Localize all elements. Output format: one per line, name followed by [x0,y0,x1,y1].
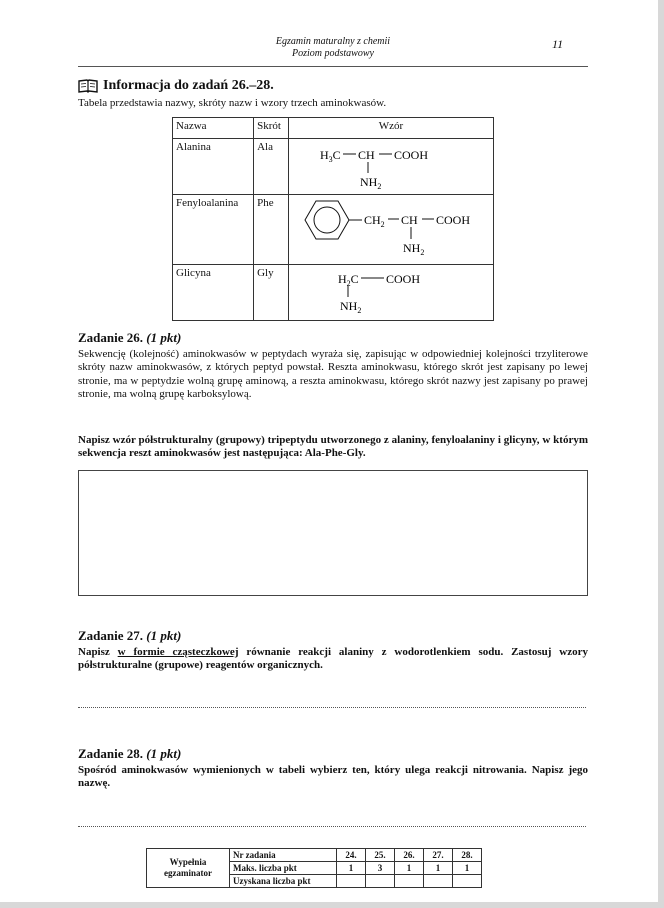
score-max-points: 3 [366,862,395,875]
score-obtained-cell[interactable] [395,875,424,888]
table-row [173,195,494,265]
task27-answer-line[interactable] [78,707,586,708]
score-task-number: 28. [453,849,482,862]
task28-points: (1 pkt) [146,746,182,761]
score-task-number: 26. [395,849,424,862]
score-row-label: Uzyskana liczba pkt [230,875,337,888]
score-obtained-cell[interactable] [453,875,482,888]
score-max-points: 1 [453,862,482,875]
ala-amino-group: $NH_2$ [360,175,382,191]
task27-heading [78,628,181,644]
header-abbr: Skrót [254,118,289,139]
info-intro: Tabela przedstawia nazwy, skróty nazw i wzory trzech aminokwasów. [78,97,387,109]
phe-group-c: COOH [436,213,471,227]
score-row-tasks [147,849,482,862]
score-row-label: Nr zadania [230,849,337,862]
score-max-points: 1 [395,862,424,875]
task26-points: (1 pkt) [146,330,182,345]
score-task-number: 24. [337,849,366,862]
task27-points: (1 pkt) [146,628,182,643]
benzene-ring-icon [305,201,349,239]
score-obtained-cell[interactable] [424,875,453,888]
header-divider [78,66,588,67]
task27-instr-underlined: w formie cząsteczkowej [117,646,239,658]
cell-abbr: Gly [254,265,289,321]
task28-heading [78,746,181,762]
table-header-row [173,118,494,139]
task27-title: Zadanie 27. [78,628,144,643]
task26-body: Sekwencję (kolejność) aminokwasów w peptydach wyraża się, zapisując w odpowiedniej kolejności trzyliterowe skróty nazw aminokwasów, z których peptyd powstał. Reszta aminokwasu, którego skrót jest zapisany po lewej stronie, ma w peptydzie wolną grupę aminową, a reszta aminokwasu, którego skrót nazwy jest zapisany po prawej stronie, ma wolną grupę karboksylową. [78,348,588,401]
task27-instr-b: równanie reakcji alaniny z wodorotlenkiem sodu. Zastosuj wzory półstrukturalne (grupowe) reagentów organicznych. [78,646,589,672]
phenylalanine-formula [289,195,494,265]
score-max-points: 1 [337,862,366,875]
phe-group-b: CH [401,213,418,227]
score-obtained-cell[interactable] [337,875,366,888]
task28-answer-line[interactable] [78,826,586,827]
gly-group-c: COOH [386,272,421,286]
score-obtained-cell[interactable] [366,875,395,888]
header-exam-name: Egzamin maturalny z chemii [275,36,391,47]
task28-instruction: Spośród aminokwasów wymienionych w tabeli wybierz ten, który ulega reakcji nitrowania. Napisz jego nazwę. [78,764,588,790]
ala-group-a: $H_3C$ [320,148,341,164]
ala-group-c: COOH [394,148,429,162]
score-task-number: 25. [366,849,395,862]
cell-abbr: Phe [254,195,289,265]
table-row [173,265,494,321]
header-formula: Wzór [289,118,494,139]
cell-name: Alanina [173,139,254,195]
task28-title: Zadanie 28. [78,746,144,761]
task26-instruction: Napisz wzór półstrukturalny (grupowy) tripeptydu utworzonego z alaniny, fenyloalaniny i glicyny, w którym sekwencja reszt aminokwasów jest następująca: Ala-Phe-Gly. [78,434,588,460]
cell-name: Fenyloalanina [173,195,254,265]
score-max-points: 1 [424,862,453,875]
gly-group-a: $H_2C$ [338,272,359,288]
task27-instr-a: Napisz [78,646,118,658]
score-table [146,848,482,888]
score-row-label: Maks. liczba pkt [230,862,337,875]
task26-heading [78,330,181,346]
table-row [173,139,494,195]
cell-name: Glicyna [173,265,254,321]
phe-amino-group: $NH_2$ [403,241,425,257]
header-level: Poziom podstawowy [292,48,374,59]
cell-abbr: Ala [254,139,289,195]
book-icon [78,79,98,93]
phe-group-a: $CH_2$ [364,213,385,229]
page-number: 11 [552,37,564,51]
task26-answer-box[interactable] [78,470,588,596]
gly-amino-group: $NH_2$ [340,299,362,315]
task27-instruction [78,646,588,673]
info-title: Informacja do zadań 26.–28. [103,78,274,93]
glycine-formula [289,265,494,321]
info-heading [78,78,274,94]
alanine-formula [289,139,494,195]
score-filler-label: Wypełnia egzaminator [147,849,230,888]
task26-title: Zadanie 26. [78,330,144,345]
score-task-number: 27. [424,849,453,862]
page-header [78,36,588,60]
ala-group-b: CH [358,148,375,162]
amino-acids-table [172,117,494,321]
header-name: Nazwa [173,118,254,139]
